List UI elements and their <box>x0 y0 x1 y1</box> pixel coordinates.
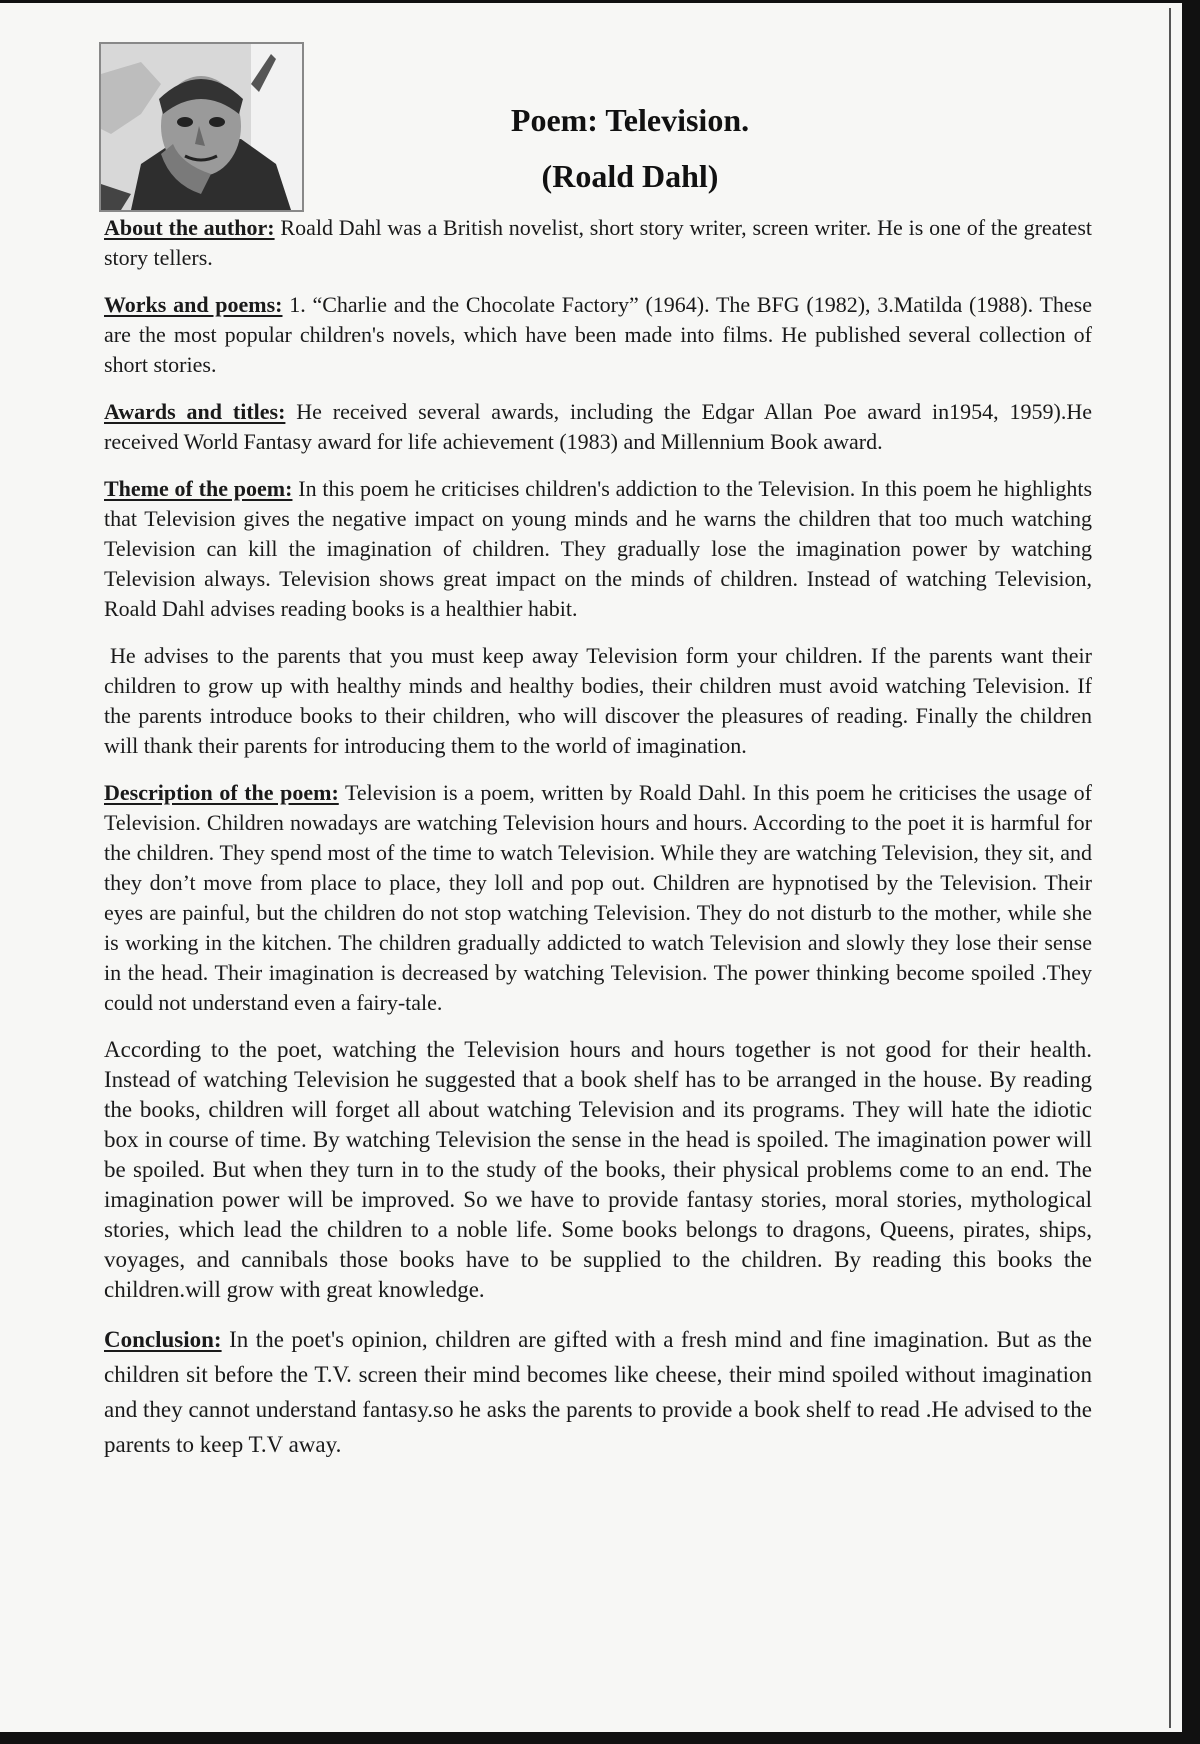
poem-title: Poem: Television. <box>510 102 750 138</box>
paragraph-text: In the poet's opinion, children are gifted with a fresh mind and fine imagination. But as the children sit before the T.V. screen their mind becomes like cheese, their mind spoiled without imagination and they cannot understand fantasy.so he asks the parents to provide a book shelf to read .He advised to the parents to keep T.V away. <box>104 1327 1092 1457</box>
paragraph-text: 1. “Charlie and the Chocolate Factory” (1964). The BFG (1982), 3.Matilda (1988). These are the most popular children's novels, which have been made into films. He published several collection of short stories. <box>104 292 1092 377</box>
section-heading: About the author: <box>104 215 275 240</box>
section-heading: Works and poems: <box>104 292 283 317</box>
theme-paragraph-2: He advises to the parents that you must keep away Television form your children. If the parents want their children to grow up with healthy minds and healthy bodies, their children must avoid watching Television. If the parents introduce books to their children, who will discover the pleasures of reading. Finally the children will thank their parents for introducing them to the world of imagination. <box>104 643 1092 758</box>
section-heading: Awards and titles: <box>104 399 286 424</box>
section-heading: Description of the poem: <box>104 780 339 805</box>
theme-paragraph <box>104 474 1092 624</box>
description-paragraph-2: According to the poet, watching the Television hours and hours together is not good for their health. Instead of watching Television he suggested that a book shelf has to be arranged in the house. By reading the books, children will forget all about watching Television and its programs. They will hate the idiotic box in course of time. By watching Television the sense in the head is spoiled. The imagination power will be spoiled. But when they turn in to the study of the books, their physical problems come to an end. The imagination power will be improved. So we have to provide fantasy stories, moral stories, mythological stories, which lead the children to a noble life. Some books belongs to dragons, Queens, pirates, ships, voyages, and cannibals those books have to be supplied to the children. By reading this books the children.will grow with great knowledge. <box>104 1037 1092 1302</box>
author-portrait-image <box>101 44 302 210</box>
scan-edge-bottom <box>0 1732 1200 1744</box>
works-paragraph <box>104 290 1092 380</box>
poem-author: (Roald Dahl) <box>541 158 719 194</box>
description-paragraph <box>104 778 1092 1018</box>
author-photo <box>99 42 304 212</box>
section-heading: Theme of the poem: <box>104 476 293 501</box>
about-author-paragraph <box>104 213 1092 273</box>
paragraph-text: In this poem he criticises children's addiction to the Television. In this poem he highlights that Television gives the negative impact on young minds and he warns the children that too much watching Television can kill the imagination of children. They gradually lose the imagination power by watching Television always. Television shows great impact on the minds of children. Instead of watching Television, Roald Dahl advises reading books is a healthier habit. <box>104 476 1093 621</box>
title-block <box>330 92 930 204</box>
page-border-line <box>1169 8 1171 1728</box>
scan-edge-right <box>1182 0 1200 1744</box>
conclusion-paragraph <box>104 1322 1092 1462</box>
awards-paragraph <box>104 397 1092 457</box>
paragraph-text: He received several awards, including the Edgar Allan Poe award in1954, 1959).He received World Fantasy award for life achievement (1983) and Millennium Book award. <box>104 399 1092 454</box>
section-heading: Conclusion: <box>104 1327 222 1352</box>
paragraph-text: Roald Dahl was a British novelist, short story writer, screen writer. He is one of the greatest story tellers. <box>104 215 1092 270</box>
paragraph-text: Television is a poem, written by Roald Dahl. In this poem he criticises the usage of Television. Children nowadays are watching Television hours and hours. According to the poet it is harmful for the children. They spend most of the time to watch Television. While they are watching Television, they sit, and they don’t move from place to place, they loll and pop out. Children are hypnotised by the Television. Their eyes are painful, but the children do not stop watching Television. They do not disturb to the mother, while she is working in the kitchen. The children gradually addicted to watch Television and slowly they lose their sense in the head. Their imagination is decreased by watching Television. The power thinking become spoiled .They could not understand even a fairy-tale. <box>104 780 1092 1015</box>
document-body <box>104 213 1092 1479</box>
